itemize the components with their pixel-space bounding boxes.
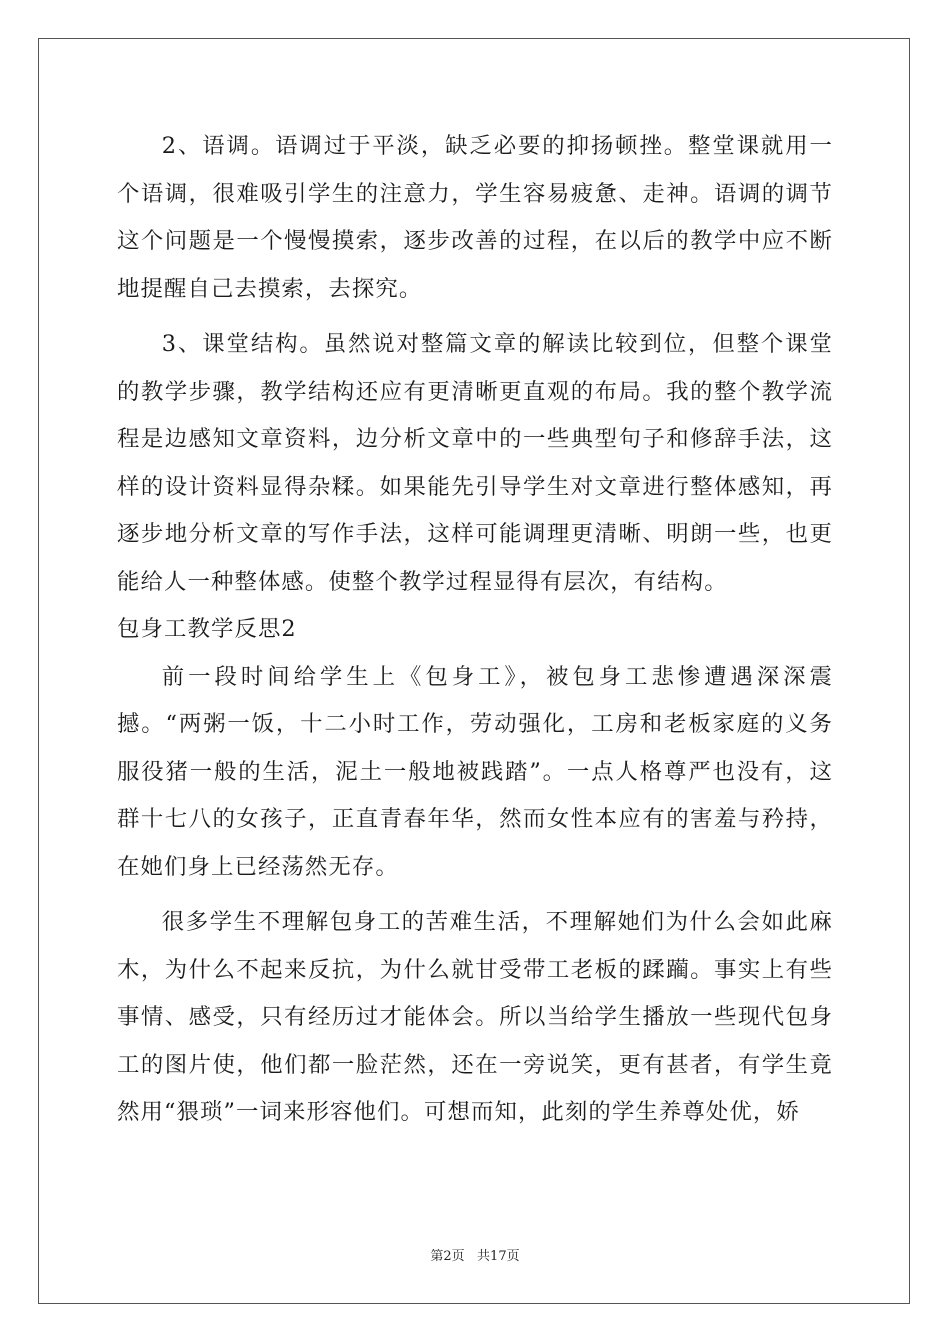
page-footer: 第2页 共17页 <box>430 1249 520 1264</box>
paragraph-classroom-structure: 3、课堂结构。虽然说对整篇文章的解读比较到位，但整个课堂的教学步骤，教学结构还应有更清晰更直观的布局。我的整个教学流程是边感知文章资料，边分析文章中的一些典型句子和修辞手法，这样的设计资料显得杂糅。如果能先引导学生对文章进行整体感知，再逐步地分析文章的写作手法，这样可能调理更清晰、明朗一些，也更能给人一种整体感。使整个教学过程显得有层次，有结构。 <box>117 331 833 595</box>
paragraph-lesson-intro: 前一段时间给学生上《包身工》，被包身工悲惨遭遇深深震撼。“两粥一饭，十二小时工作，劳动强化，工房和老板家庭的义务服役猪一般的生活，泥土一般地被践踏”。一点人格尊严也没有，这群十七八的女孩子，正直青春年华，然而女性本应有的害羞与矜持，在她们身上已经荡然无存。 <box>117 663 833 880</box>
document-body <box>117 123 833 1137</box>
section-heading: 包身工教学反思2 <box>117 616 297 642</box>
paragraph-intonation: 2、语调。语调过于平淡，缺乏必要的抑扬顿挫。整堂课就用一个语调，很难吸引学生的注意力，学生容易疲惫、走神。语调的调节这个问题是一个慢慢摸索，逐步改善的过程，在以后的教学中应不断地提醒自己去摸索，去探究。 <box>117 133 833 302</box>
paragraph-student-understanding: 很多学生不理解包身工的苦难生活，不理解她们为什么会如此麻木，为什么不起来反抗，为什么就甘受带工老板的蹂躏。事实上有些事情、感受，只有经历过才能体会。所以当给学生播放一些现代包身工的图片使，他们都一脸茫然，还在一旁说笑，更有甚者，有学生竟然用“猥琐”一词来形容他们。可想而知，此刻的学生养尊处优，娇 <box>117 909 833 1125</box>
